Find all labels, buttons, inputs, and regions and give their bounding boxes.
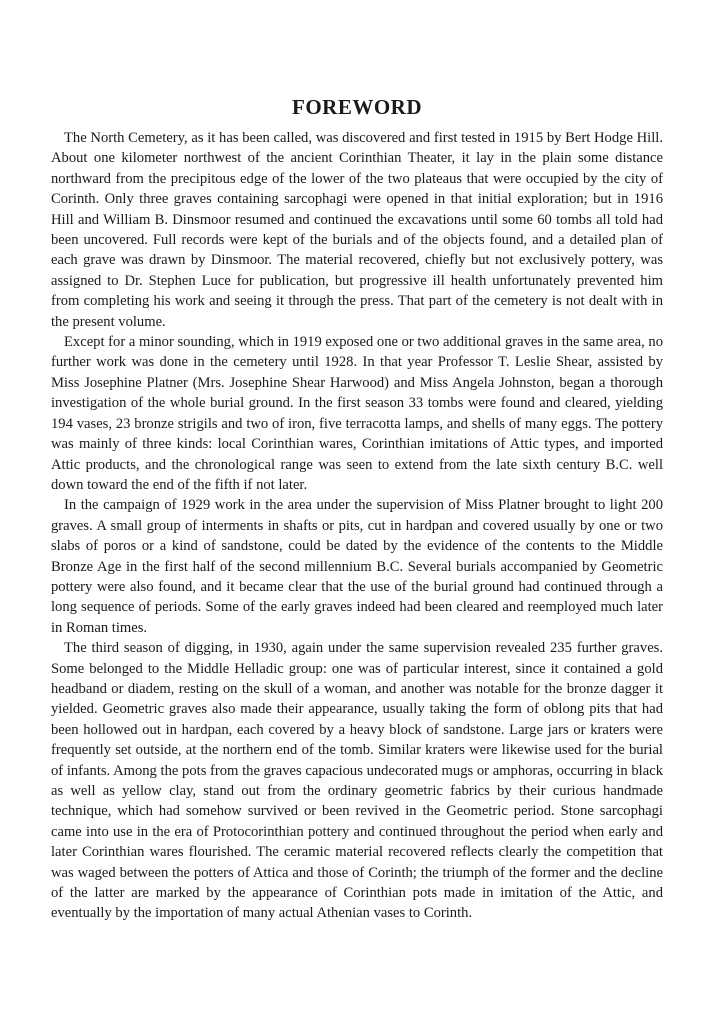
paragraph-1: The North Cemetery, as it has been called, was discovered and first tested in 1915 by Bert Hodge Hill. About one kilometer northwest of the ancient Corinthian Theater, it lay in the plain some distance northward from the precipitous edge of the lower of the two plateaus that were occupied by the city of Corinth. Only three graves containing sarcophagi were opened in that initial exploration; but in 1916 Hill and William B. Dinsmoor resumed and continued the excavations until some 60 tombs all told had been uncovered. Full records were kept of the burials and of the objects found, and a detailed plan of each grave was drawn by Dinsmoor. The material recovered, chiefly but not exclusively pottery, was assigned to Dr. Stephen Luce for publication, but progressive ill health unfortunately prevented him from completing his work and seeing it through the press. That part of the cemetery is not dealt with in the present volume. [51,130,663,330]
paragraph-4: The third season of digging, in 1930, again under the same supervision revealed 235 further graves. Some belonged to the Middle Helladic group: one was of particular interest, since it contained a gold headband or diadem, resting on the skull of a woman, and another was notable for the bronze dagger it yielded. Geometric graves also made their appearance, usually taking the form of oblong pits that had been hollowed out in hardpan, each covered by a heavy block of sandstone. Large jars or kraters were frequently set outside, at the northern end of the tomb. Similar kraters were likewise used for the burial of infants. Among the pots from the graves capacious undecorated mugs or amphoras, occurring in black as well as yellow clay, stand out from the ordinary geometric fabrics by their curious handmade technique, which had somehow survived or been revived in the Geometric period. Stone sarcophagi came into use in the era of Protocorinthian pottery and continued throughout the period when early and later Corinthian wares flourished. The ceramic material recovered reflects clearly the competition that was waged between the potters of Attica and those of Corinth; the triumph of the former and the decline of the latter are marked by the appearance of Corinthian pots made in imitation of the Attic, and eventually by the importation of many actual Athenian vases to Corinth. [51,640,663,922]
document-page [51,92,663,924]
page-title: FOREWORD [292,95,422,119]
paragraph-3: In the campaign of 1929 work in the area under the supervision of Miss Platner brought to light 200 graves. A small group of interments in shafts or pits, cut in hardpan and covered usually by one or two slabs of poros or a kind of sandstone, could be dated by the evidence of the contents to the Middle Bronze Age in the first half of the second millennium B.C. Several burials accompanied by Geometric pottery were also found, and it became clear that the use of the burial ground had continued through a long sequence of periods. Some of the early graves indeed had been cleared and reemployed much later in Roman times. [51,497,663,636]
paragraph-2: Except for a minor sounding, which in 1919 exposed one or two additional graves in the same area, no further work was done in the cemetery until 1928. In that year Professor T. Leslie Shear, assisted by Miss Josephine Platner (Mrs. Josephine Shear Harwood) and Miss Angela Johnston, began a thorough investigation of the whole burial ground. In the first season 33 tombs were found and cleared, yielding 194 vases, 23 bronze strigils and two of iron, five terracotta lamps, and shells of many eggs. The pottery was mainly of three kinds: local Corinthian wares, Corinthian imitations of Attic types, and imported Attic products, and the chronological range was seen to extend from the late sixth century B.C. well down toward the end of the fifth if not later. [51,334,663,493]
